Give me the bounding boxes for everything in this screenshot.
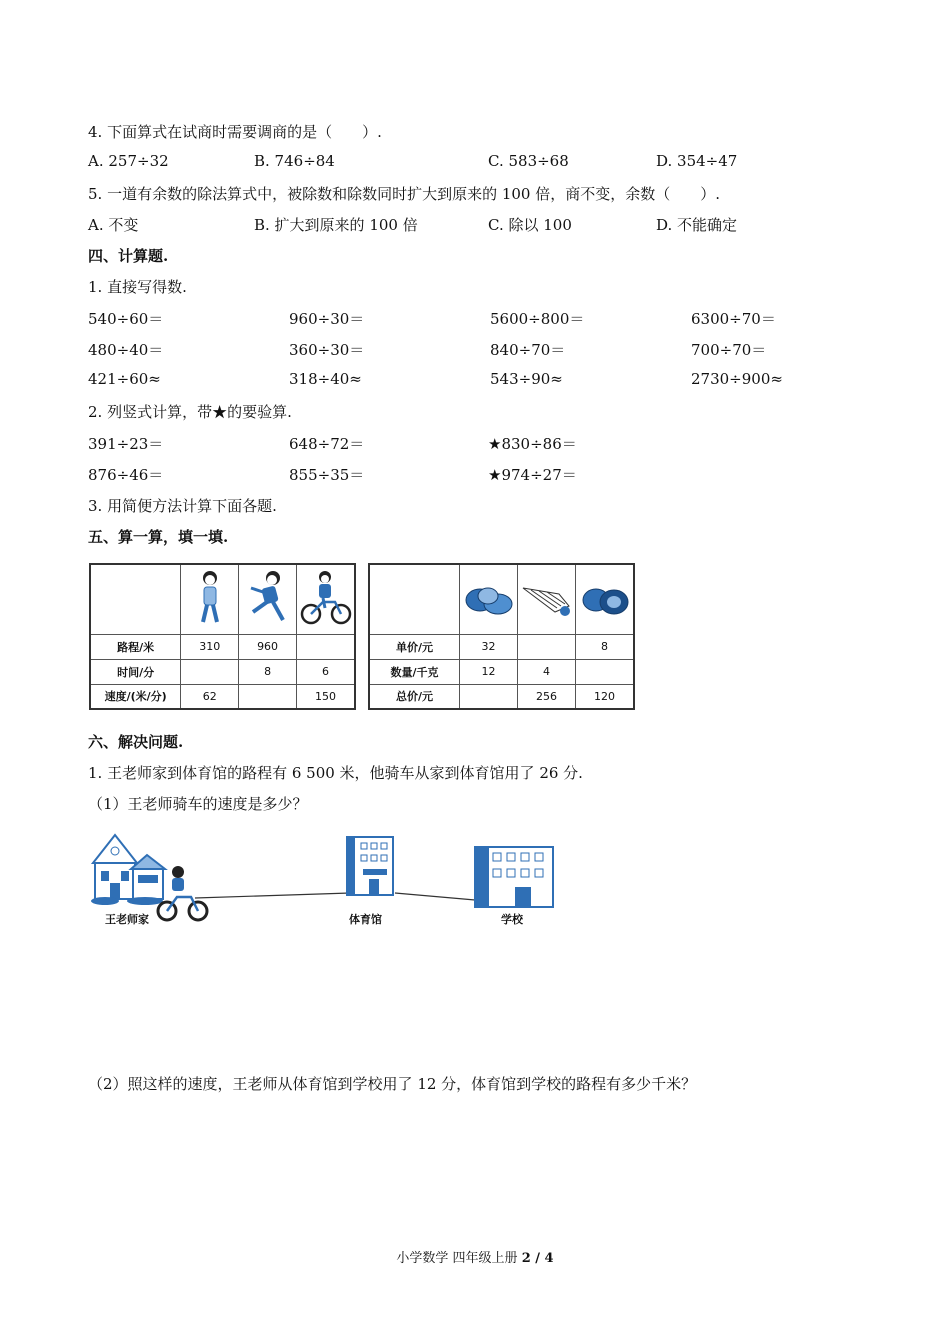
section4-sub2: 2. 列竖式计算，带★的要验算. <box>88 403 292 421</box>
table-cell[interactable] <box>460 684 518 709</box>
q5-option-c[interactable]: C. 除以 100 <box>488 216 572 234</box>
page-footer <box>0 1247 950 1266</box>
table-cell[interactable]: 4 <box>518 659 576 684</box>
direct-calc-item: 960÷30＝ <box>289 310 365 328</box>
footer-text: 小学数学 四年级上册 <box>396 1251 518 1266</box>
speed-table <box>89 563 356 710</box>
q4-options <box>88 152 828 174</box>
biking-boy-picture <box>297 564 355 634</box>
direct-calc-item: 5600÷800＝ <box>490 310 585 328</box>
q4-option-a[interactable]: A. 257÷32 <box>88 152 169 170</box>
section6-q1: 1. 王老师家到体育馆的路程有 6 500 米，他骑车从家到体育馆用了 26 分. <box>88 764 583 782</box>
table-cell[interactable]: 6 <box>297 659 355 684</box>
row-label-quantity: 数量/千克 <box>369 659 460 684</box>
route-illustration <box>85 825 565 935</box>
home-building-icon <box>91 835 165 905</box>
section4-sub1: 1. 直接写得数. <box>88 278 187 296</box>
table-cell[interactable] <box>297 634 355 659</box>
table-corner <box>90 564 181 634</box>
running-boy-icon <box>243 568 293 628</box>
direct-calc-item: 421÷60≈ <box>88 370 161 388</box>
vertical-calc-item: 391÷23＝ <box>88 435 164 453</box>
direct-calc-item: 540÷60＝ <box>88 310 164 328</box>
q4-stem: 4. 下面算式在试商时需要调商的是（ ）. <box>88 123 382 141</box>
row-label-total: 总价/元 <box>369 684 460 709</box>
table-cell[interactable]: 8 <box>239 659 297 684</box>
direct-calc-item: 700÷70＝ <box>691 341 767 359</box>
vertical-calc-item: 876÷46＝ <box>88 466 164 484</box>
direct-calc-item: 543÷90≈ <box>490 370 563 388</box>
walking-boy-picture <box>181 564 239 634</box>
label-gym: 体育馆 <box>349 913 382 926</box>
q5-stem: 5. 一道有余数的除法算式中，被除数和除数同时扩大到原来的 100 倍，商不变，余数（ ）. <box>88 185 721 203</box>
direct-calc-item: 840÷70＝ <box>490 341 566 359</box>
direct-calc-item: 318÷40≈ <box>289 370 362 388</box>
table-cell[interactable]: 256 <box>518 684 576 709</box>
q5-options <box>88 214 828 236</box>
section6-title: 六、解决问题. <box>88 733 184 751</box>
direct-calc-item: 360÷30＝ <box>289 341 365 359</box>
direct-calc-item: 2730÷900≈ <box>691 370 783 388</box>
vertical-calc-item: 648÷72＝ <box>289 435 365 453</box>
section4-sub3: 3. 用简便方法计算下面各题. <box>88 497 277 515</box>
section4-title: 四、计算题. <box>88 247 169 265</box>
table-cell[interactable] <box>518 634 576 659</box>
q5-option-a[interactable]: A. 不变 <box>88 216 139 234</box>
table-cell[interactable]: 12 <box>460 659 518 684</box>
table-cell[interactable] <box>239 684 297 709</box>
fruit-picture <box>576 564 634 634</box>
direct-calc-item: 480÷40＝ <box>88 341 164 359</box>
table-corner <box>369 564 460 634</box>
row-label-time: 时间/分 <box>90 659 181 684</box>
biking-boy-icon <box>299 568 353 628</box>
table-cell[interactable]: 62 <box>181 684 239 709</box>
table-cell[interactable]: 32 <box>460 634 518 659</box>
kiwi-icon <box>462 576 516 620</box>
vertical-calc-item: ★974÷27＝ <box>488 466 577 484</box>
q4-option-c[interactable]: C. 583÷68 <box>488 152 569 170</box>
table-cell[interactable]: 960 <box>239 634 297 659</box>
label-school: 学校 <box>501 913 523 926</box>
conch-picture <box>518 564 576 634</box>
vertical-calc-item: ★830÷86＝ <box>488 435 577 453</box>
gym-building-icon <box>347 837 393 895</box>
table-cell[interactable] <box>576 659 634 684</box>
fruit-icon <box>578 576 632 620</box>
table-cell[interactable]: 120 <box>576 684 634 709</box>
price-table <box>368 563 635 710</box>
q5-option-d[interactable]: D. 不能确定 <box>656 216 738 234</box>
row-label-unit-price: 单价/元 <box>369 634 460 659</box>
page-number: 2 / 4 <box>521 1251 554 1266</box>
running-boy-picture <box>239 564 297 634</box>
section5-title: 五、算一算，填一填. <box>88 528 229 546</box>
section6-q1a: （1）王老师骑车的速度是多少？ <box>88 795 308 813</box>
table-cell[interactable]: 8 <box>576 634 634 659</box>
direct-calc-item: 6300÷70＝ <box>691 310 776 328</box>
conch-icon <box>519 576 575 620</box>
row-label-distance: 路程/米 <box>90 634 181 659</box>
q4-option-d[interactable]: D. 354÷47 <box>656 152 738 170</box>
table-cell[interactable] <box>181 659 239 684</box>
q4-option-b[interactable]: B. 746÷84 <box>254 152 335 170</box>
kiwi-picture <box>460 564 518 634</box>
walking-boy-icon <box>190 568 230 628</box>
biking-teacher-icon <box>158 866 207 920</box>
vertical-calc-item: 855÷35＝ <box>289 466 365 484</box>
label-home: 王老师家 <box>105 913 149 926</box>
table-cell[interactable]: 150 <box>297 684 355 709</box>
section6-q1b: （2）照这样的速度，王老师从体育馆到学校用了 12 分，体育馆到学校的路程有多少千米？ <box>88 1075 697 1093</box>
table-cell[interactable]: 310 <box>181 634 239 659</box>
school-building-icon <box>475 847 553 907</box>
q5-option-b[interactable]: B. 扩大到原来的 100 倍 <box>254 216 418 234</box>
row-label-speed: 速度/(米/分) <box>90 684 181 709</box>
